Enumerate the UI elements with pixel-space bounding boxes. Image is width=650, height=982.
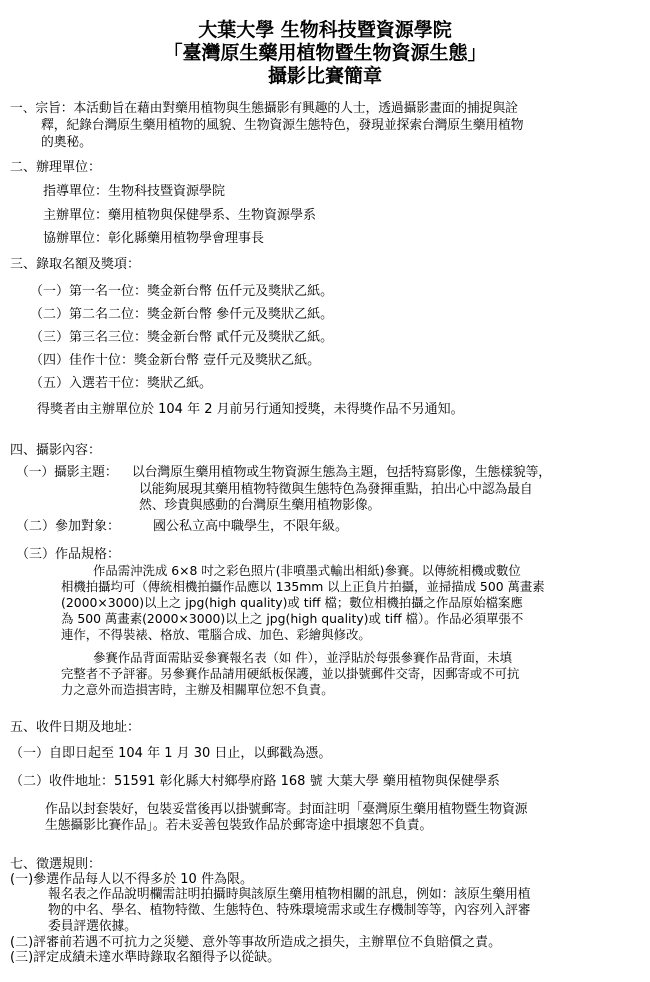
prize-item: （一）第一名一位：獎金新台幣 伍仟元及獎狀乙紙。 [30,284,334,299]
audience-label: （二）參加對象： [16,519,121,534]
section-4-heading: 四、攝影內容： [10,443,102,458]
title-line-2: 「臺灣原生藥用植物暨生物資源生態」 [163,42,487,64]
rule-detail-line: 報名表之作品說明欄需註明拍攝時與該原生藥用植物相關的訊息，例如：該原生藥用植 [48,887,531,902]
section-5-heading: 五、收件日期及地址： [10,720,141,735]
packaging-note: 生態攝影比賽作品」。若未妥善包裝致作品於郵寄途中損壞恕不負責。 [45,818,433,833]
spec-label: （三）作品規格： [16,547,121,562]
theme-line: 以台灣原生藥用植物或生物資源生態為主題，包括特寫影像，生態樣貌等， [132,465,551,480]
section-7-heading: 七、徵選規則： [10,857,102,872]
spec-line: 參賽作品背面需貼妥參賽報名表（如 件），並浮貼於每張參賽作品背面，未填 [93,650,513,665]
section-3-heading: 三、錄取名額及獎項： [10,257,141,272]
section-1-line: 釋，紀錄台灣原生藥用植物的風貌、生物資源生態特色，發現並探索台灣原生藥用植物 [41,118,524,133]
theme-label: （一）攝影主題： [16,465,118,480]
section-1-heading: 一、宗旨：本活動旨在藉由對藥用植物與生態攝影有興趣的人士，透過攝影畫面的捕捉與詮 [10,101,518,116]
spec-line: 完整者不予評審。另參賽作品請用硬紙板保護，並以掛號郵件交寄，因郵寄或不可抗 [61,666,520,681]
prize-item: （五）入選若干位：獎狀乙紙。 [30,376,213,391]
theme-line: 以能夠展現其藥用植物特徵與生態特色為發揮重點，拍出心中認為最自 [139,482,533,497]
section-2-heading: 二、辦理單位： [10,160,102,175]
packaging-note: 作品以封套裝好，包裝妥當後再以掛號郵寄。封面註明「臺灣原生藥用植物暨生物資源 [45,802,528,817]
theme-line: 然、珍貴與感動的台灣原生藥用植物影像。 [139,498,381,513]
rule-item: (三)評定成績未達水準時錄取名額得予以從缺。 [10,950,281,965]
award-note: 得獎者由主辦單位於 104 年 2 月前另行通知授獎，未得獎作品不另通知。 [37,402,464,417]
audience-text: 國公私立高中職學生，不限年級。 [153,519,349,534]
prize-item: （三）第三名三位：獎金新台幣 貳仟元及獎狀乙紙。 [30,330,334,345]
title-line-1: 大葉大學 生物科技暨資源學院 [198,19,452,41]
organizer-item: 協辦單位：彰化縣藥用植物學會理事長 [43,231,265,246]
spec-line: (2000×3000)以上之 jpg(high quality)或 tiff 檔；數位相機拍攝之作品原始檔案應 [61,595,523,610]
rule-item: (一)參選作品每人以不得多於 10 件為限。 [10,872,253,887]
rule-detail-line: 委員評選依據。 [48,919,137,934]
prize-item: （四）佳作十位：獎金新台幣 壹仟元及獎狀乙紙。 [30,353,321,368]
spec-line: 相機拍攝均可（傳統相機拍攝作品應以 135mm 以上正負片拍攝，並掃描成 500 萬畫素 [61,579,545,594]
spec-line: 作品需沖洗成 6×8 吋之彩色照片(非噴墨式輸出相紙)參賽。以傳統相機或數位 [93,563,521,578]
section-1-line: 的奧秘。 [41,135,92,150]
address-item: （二）收件地址：51591 彰化縣大村鄉學府路 168 號 大葉大學 藥用植物與保健學系 [10,774,500,789]
prize-item: （二）第二名二位：獎金新台幣 參仟元及獎狀乙紙。 [30,307,334,322]
deadline-item: （一）自即日起至 104 年 1 月 30 日止，以郵戳為憑。 [10,746,332,761]
organizer-item: 指導單位：生物科技暨資源學院 [43,184,226,199]
spec-line: 為 500 萬畫素(2000×3000)以上之 jpg(high quality)或 tiff 檔）。作品必須單張不 [61,611,524,626]
rule-item: (二)評審前若遇不可抗力之災變、意外等事故所造成之損失，主辦單位不負賠償之責。 [10,935,502,950]
organizer-item: 主辦單位：藥用植物與保健學系、生物資源學系 [43,208,317,223]
spec-line: 力之意外而造損害時，主辦及相關單位恕不負責。 [61,682,334,697]
rule-detail-line: 物的中名、學名、植物特徵、生態特色、特殊環境需求或生存機制等等，內容列入評審 [48,903,531,918]
title-line-3: 攝影比賽簡章 [267,65,382,87]
spec-line: 連作，不得裝裱、格放、電腦合成、加色、彩繪與修改。 [61,627,371,642]
